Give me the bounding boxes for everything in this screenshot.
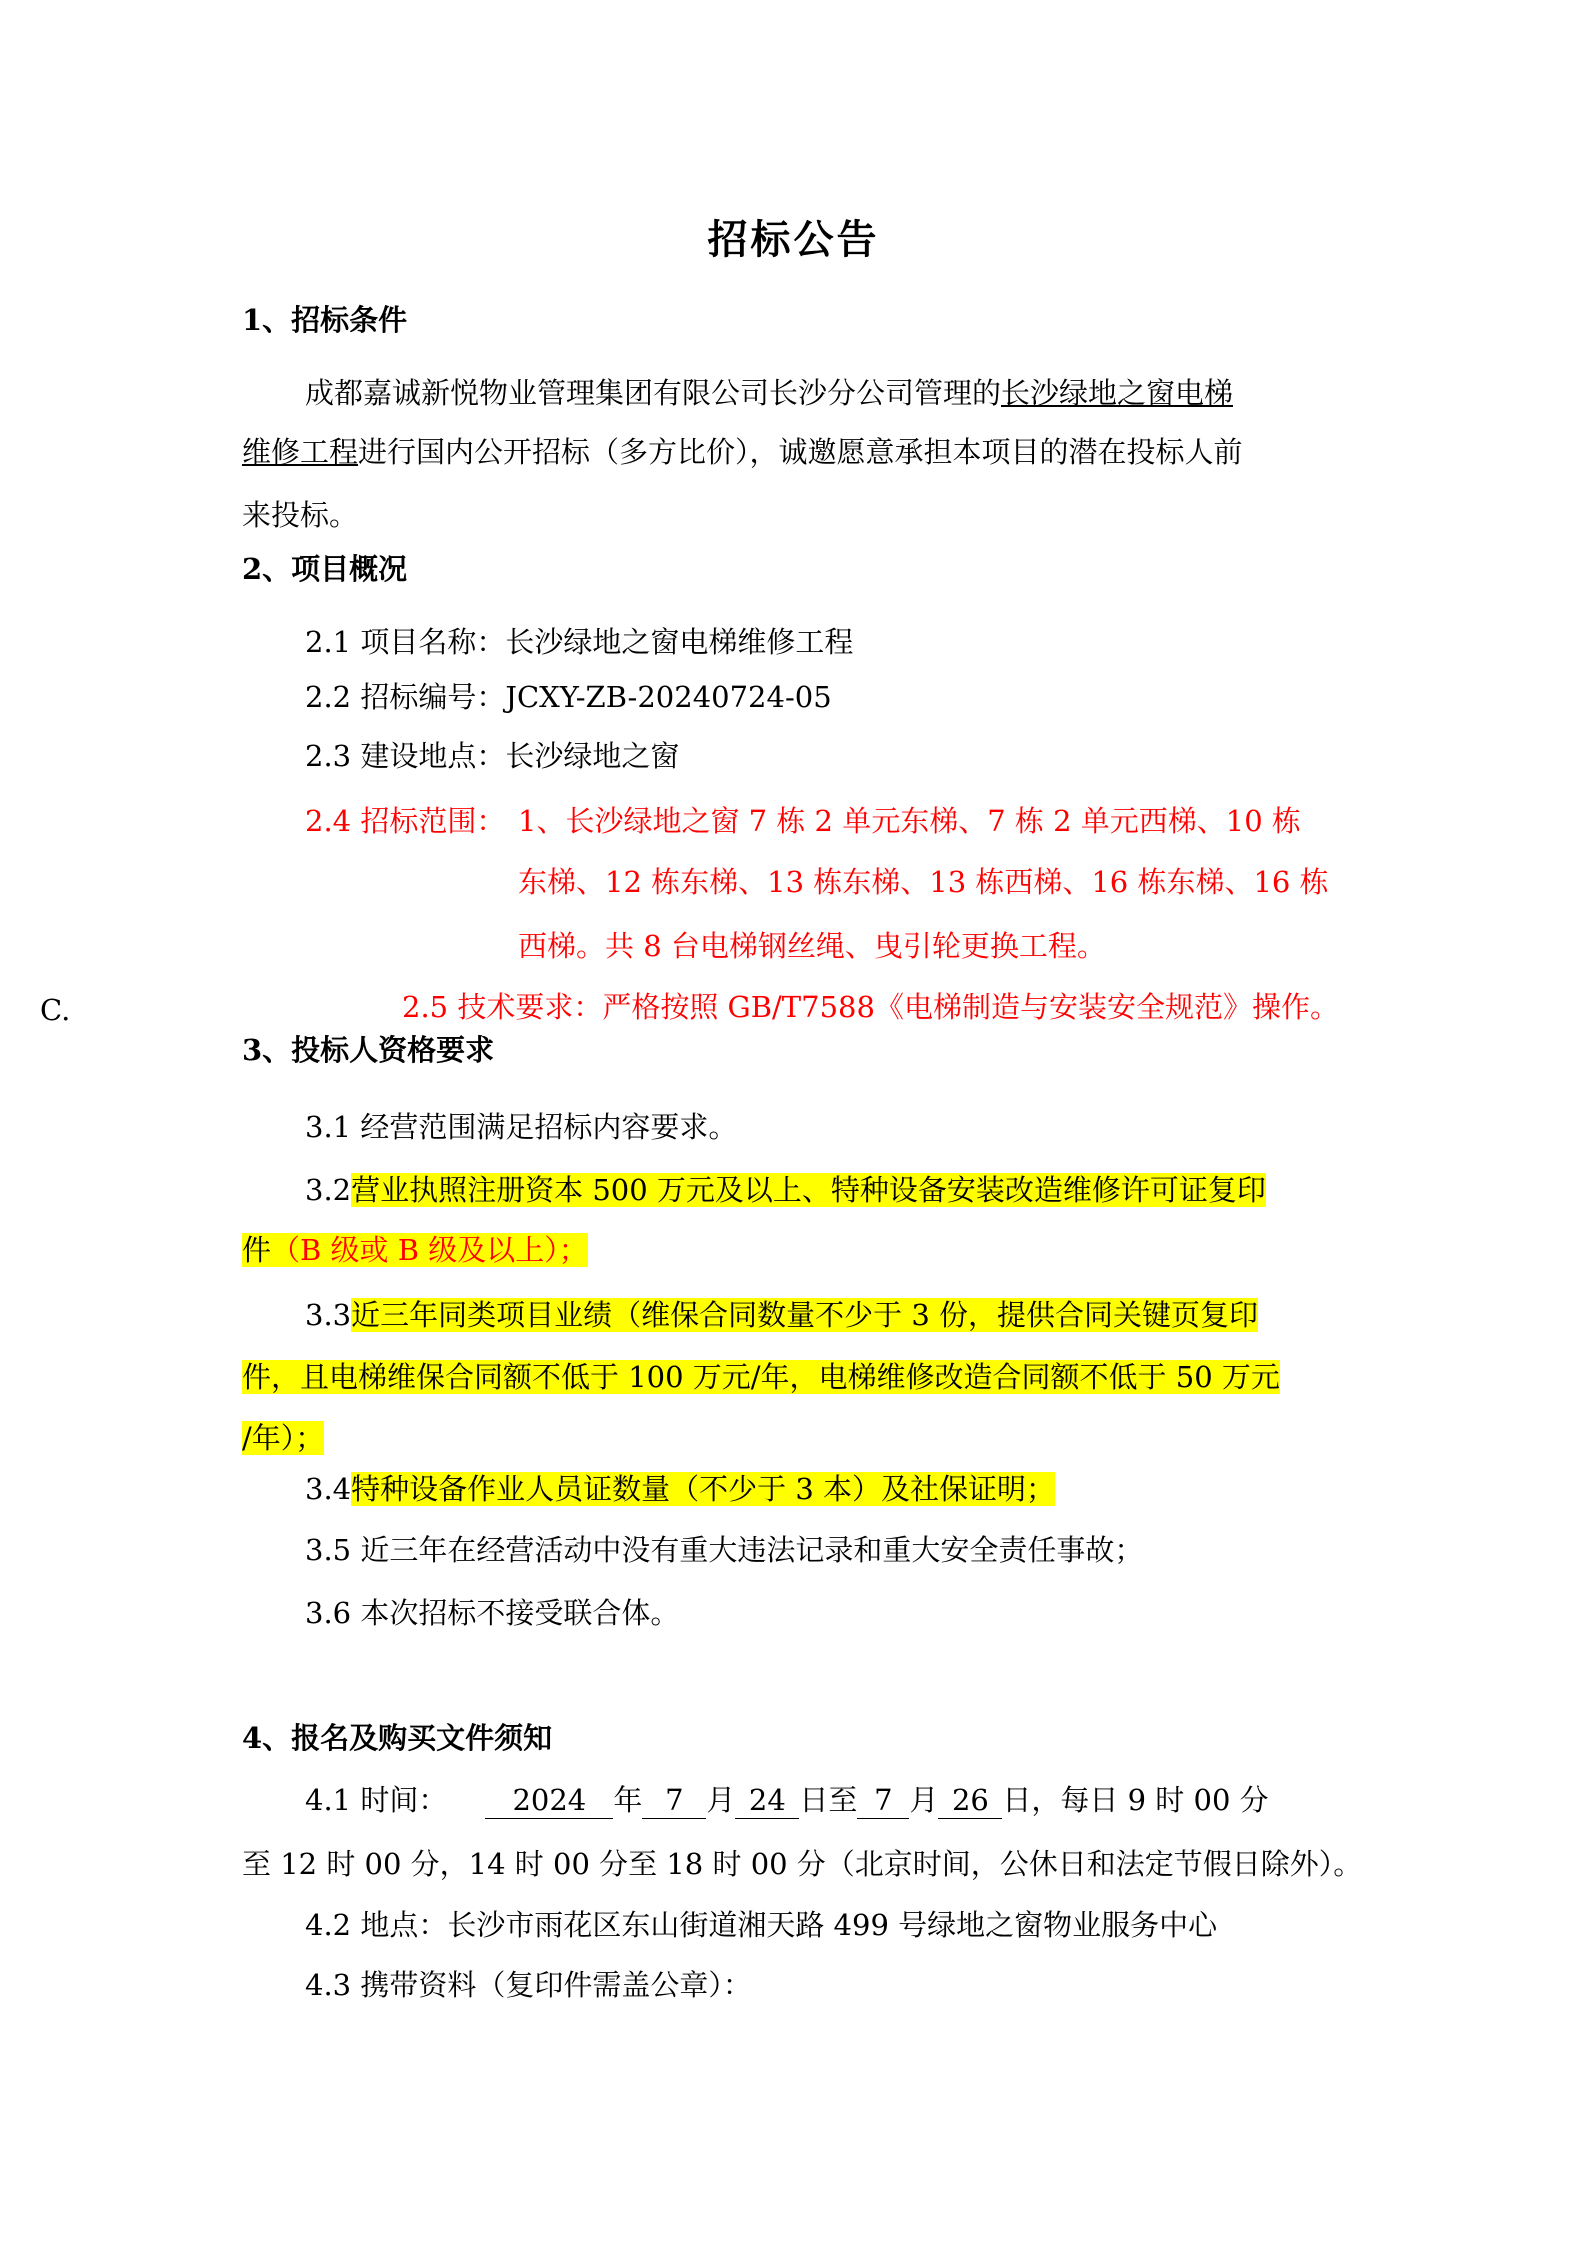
item-number: 3.3	[305, 1298, 352, 1332]
para-text: 成都嘉诚新悦物业管理集团有限公司长沙分公司管理的	[305, 376, 1002, 410]
item-2-3: 2.3 建设地点：长沙绿地之窗	[305, 739, 680, 773]
item-4-3: 4.3 携带资料（复印件需盖公章）：	[305, 1968, 752, 2002]
day-to-suffix: 日至	[799, 1783, 858, 1817]
item-number: 3.4	[305, 1472, 352, 1506]
end-month-blank: 7	[857, 1782, 909, 1819]
time-tail: 日，每日 9 时 00 分	[1002, 1783, 1269, 1817]
highlighted-red-text: （B 级或 B 级及以上）；	[271, 1233, 588, 1267]
item-3-4	[305, 1469, 1055, 1509]
item-2-4-line-3: 西梯。共 8 台电梯钢丝绳、曳引轮更换工程。	[518, 929, 1106, 963]
item-2-4-line-1: 1、长沙绿地之窗 7 栋 2 单元东梯、7 栋 2 单元西梯、10 栋	[518, 804, 1301, 838]
item-2-1: 2.1 项目名称：长沙绿地之窗电梯维修工程	[305, 625, 854, 659]
section-1-heading: 1、招标条件	[242, 303, 408, 337]
page-title: 招标公告	[707, 216, 880, 263]
item-4-1-line-2: 至 12 时 00 分，14 时 00 分至 18 时 00 分（北京时间，公休日和法定节假日除外）。	[242, 1847, 1363, 1881]
month-suffix: 月	[706, 1783, 736, 1817]
year-blank: 2024	[485, 1782, 613, 1819]
item-3-2-line-2	[242, 1230, 588, 1270]
item-2-4-line-2: 东梯、12 栋东梯、13 栋东梯、13 栋西梯、16 栋东梯、16 栋	[518, 865, 1329, 899]
highlighted-text: 营业执照注册资本 500 万元及以上、特种设备安装改造维修许可证复印	[351, 1173, 1266, 1207]
highlighted-text: 件	[242, 1233, 272, 1267]
section-1-para-line-1	[305, 373, 1233, 413]
item-3-3-line-2	[242, 1357, 1280, 1397]
time-label: 4.1 时间：	[305, 1783, 448, 1817]
item-3-6: 3.6 本次招标不接受联合体。	[305, 1596, 680, 1630]
project-name-underlined: 长沙绿地之窗电梯	[1001, 376, 1234, 410]
end-day-blank: 26	[938, 1782, 1002, 1819]
item-4-2: 4.2 地点：长沙市雨花区东山街道湘天路 499 号绿地之窗物业服务中心	[305, 1908, 1218, 1942]
item-2-4-label: 2.4 招标范围：	[305, 804, 506, 838]
month-suffix-2: 月	[909, 1783, 939, 1817]
margin-mark: C.	[40, 993, 71, 1027]
year-suffix: 年	[613, 1783, 643, 1817]
para-text: 进行国内公开招标（多方比价），诚邀愿意承担本项目的潜在投标人前	[358, 435, 1243, 469]
highlighted-text: /年）；	[242, 1421, 325, 1455]
start-day-blank: 24	[735, 1782, 799, 1819]
section-1-para-line-2	[242, 432, 1243, 472]
item-2-2: 2.2 招标编号：JCXY-ZB-20240724-05	[305, 680, 832, 714]
highlighted-text: 件，且电梯维保合同额不低于 100 万元/年，电梯维修改造合同额不低于 50 万元	[242, 1360, 1280, 1394]
item-4-1-line-1	[305, 1780, 1269, 1820]
section-4-heading: 4、报名及购买文件须知	[242, 1721, 553, 1755]
highlighted-text: 特种设备作业人员证数量（不少于 3 本）及社保证明；	[351, 1472, 1056, 1506]
start-month-blank: 7	[642, 1782, 706, 1819]
item-3-2-line-1	[305, 1170, 1266, 1210]
item-number: 3.2	[305, 1173, 352, 1207]
section-1-para-line-3: 来投标。	[242, 498, 359, 532]
section-2-heading: 2、项目概况	[242, 552, 408, 586]
item-3-5: 3.5 近三年在经营活动中没有重大违法记录和重大安全责任事故；	[305, 1533, 1144, 1567]
item-2-5: 2.5 技术要求：严格按照 GB/T7588《电梯制造与安装安全规范》操作。	[402, 990, 1339, 1024]
item-3-3-line-1	[305, 1295, 1258, 1335]
project-name-underlined-cont: 维修工程	[242, 435, 359, 469]
section-3-heading: 3、投标人资格要求	[242, 1033, 495, 1067]
item-3-3-line-3	[242, 1418, 324, 1458]
item-3-1: 3.1 经营范围满足招标内容要求。	[305, 1110, 738, 1144]
highlighted-text: 近三年同类项目业绩（维保合同数量不少于 3 份，提供合同关键页复印	[351, 1298, 1259, 1332]
